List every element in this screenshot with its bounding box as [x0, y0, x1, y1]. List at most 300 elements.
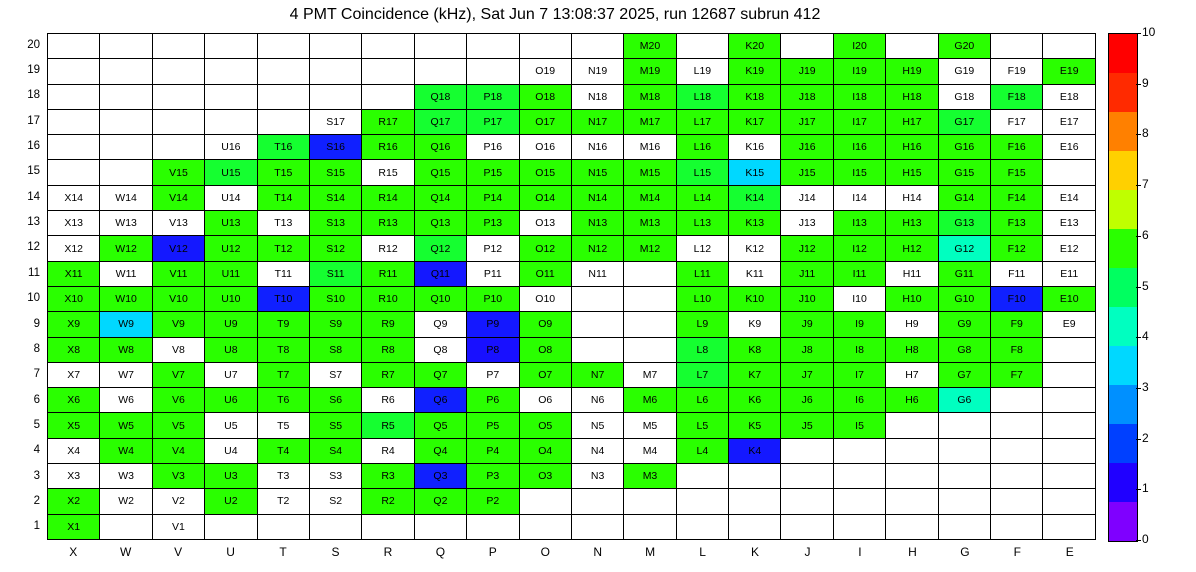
- heatmap-cell-empty: [781, 514, 833, 539]
- y-axis-tick-label: 12: [27, 241, 40, 254]
- heatmap-cell: M14: [624, 185, 676, 210]
- heatmap-cell-empty: [309, 59, 361, 84]
- x-axis-tick-label: H: [908, 545, 917, 559]
- heatmap-row: [48, 211, 1096, 236]
- heatmap-cell-empty: [833, 438, 885, 463]
- heatmap-cell-empty: [729, 464, 781, 489]
- heatmap-cell: T14: [257, 185, 309, 210]
- heatmap-cell: S3: [309, 464, 361, 489]
- y-axis-tick-label: 10: [27, 292, 40, 305]
- heatmap-cell: R4: [362, 438, 414, 463]
- heatmap-cell: R5: [362, 413, 414, 438]
- heatmap-cell: H14: [886, 185, 938, 210]
- heatmap-cell: F11: [991, 261, 1043, 286]
- heatmap-cell: V7: [152, 362, 204, 387]
- heatmap-cell: W4: [100, 438, 152, 463]
- heatmap-cell: X1: [48, 514, 100, 539]
- heatmap-cell: X3: [48, 464, 100, 489]
- heatmap-cell-empty: [48, 109, 100, 134]
- heatmap-cell: I13: [833, 211, 885, 236]
- heatmap-cell: K15: [729, 160, 781, 185]
- heatmap-cell: Q15: [414, 160, 466, 185]
- heatmap-row: [48, 438, 1096, 463]
- heatmap-cell-empty: [48, 160, 100, 185]
- heatmap-cell: T13: [257, 211, 309, 236]
- heatmap-cell: V8: [152, 337, 204, 362]
- heatmap-cell: P9: [467, 312, 519, 337]
- heatmap-cell: L16: [676, 135, 728, 160]
- heatmap-cell: K17: [729, 109, 781, 134]
- heatmap-cell-empty: [205, 514, 257, 539]
- heatmap-cell-empty: [205, 109, 257, 134]
- heatmap-cell: L4: [676, 438, 728, 463]
- heatmap-cell: G10: [938, 286, 990, 311]
- colorbar-tick-label: 0: [1142, 532, 1149, 546]
- heatmap-cell: L7: [676, 362, 728, 387]
- heatmap-cell: K9: [729, 312, 781, 337]
- heatmap-cell-empty: [781, 34, 833, 59]
- heatmap-cell: F10: [991, 286, 1043, 311]
- heatmap-cell: L8: [676, 337, 728, 362]
- x-axis-tick-label: N: [593, 545, 603, 559]
- heatmap-cell: S16: [309, 135, 361, 160]
- x-axis-tick-label: R: [383, 545, 393, 559]
- heatmap-cell: K12: [729, 236, 781, 261]
- colorbar-band: [1109, 385, 1137, 424]
- heatmap-cell-empty: [571, 489, 623, 514]
- heatmap-cell: F7: [991, 362, 1043, 387]
- colorbar-tick-mark: [1136, 236, 1141, 237]
- heatmap-cell: H18: [886, 84, 938, 109]
- y-axis-tick-label: 19: [27, 64, 40, 77]
- heatmap-cell: R14: [362, 185, 414, 210]
- heatmap-cell: I17: [833, 109, 885, 134]
- heatmap-row: [48, 185, 1096, 210]
- heatmap-cell-empty: [362, 34, 414, 59]
- heatmap-cell: U14: [205, 185, 257, 210]
- colorbar-tick-label: 5: [1142, 278, 1149, 293]
- colorbar-tick-mark: [1136, 489, 1141, 490]
- heatmap-cell: T8: [257, 337, 309, 362]
- heatmap-cell-empty: [991, 438, 1043, 463]
- heatmap-cell: T6: [257, 388, 309, 413]
- heatmap-cell-empty: [152, 135, 204, 160]
- heatmap-cell-empty: [48, 84, 100, 109]
- heatmap-cell: S12: [309, 236, 361, 261]
- heatmap-cell: W14: [100, 185, 152, 210]
- heatmap-cell: T7: [257, 362, 309, 387]
- heatmap-cell-empty: [676, 514, 728, 539]
- colorbar-tick-label: 8: [1142, 126, 1149, 141]
- heatmap-cell: V1: [152, 514, 204, 539]
- x-axis-tick-label: K: [751, 545, 760, 559]
- colorbar-tick-label: 3: [1142, 379, 1149, 394]
- heatmap-table: [47, 33, 1096, 540]
- heatmap-cell: F13: [991, 211, 1043, 236]
- heatmap-cell-empty: [152, 34, 204, 59]
- heatmap-cell: R17: [362, 109, 414, 134]
- heatmap-cell: O19: [519, 59, 571, 84]
- y-axis-tick-label: 14: [27, 190, 40, 203]
- heatmap-cell-empty: [571, 34, 623, 59]
- heatmap-cell: L18: [676, 84, 728, 109]
- heatmap-cell: X13: [48, 211, 100, 236]
- heatmap-cell: U16: [205, 135, 257, 160]
- heatmap-cell: Q14: [414, 185, 466, 210]
- heatmap-cell-empty: [1043, 438, 1096, 463]
- heatmap-cell: H10: [886, 286, 938, 311]
- heatmap-cell-empty: [781, 464, 833, 489]
- colorbar-tick-label: 9: [1142, 75, 1149, 90]
- heatmap-cell: S10: [309, 286, 361, 311]
- heatmap-cell-empty: [519, 34, 571, 59]
- heatmap-cell: T4: [257, 438, 309, 463]
- heatmap-cell-empty: [467, 514, 519, 539]
- heatmap-cell: U3: [205, 464, 257, 489]
- heatmap-cell: T5: [257, 413, 309, 438]
- heatmap-cell: P12: [467, 236, 519, 261]
- heatmap-cell: N3: [571, 464, 623, 489]
- heatmap-cell-empty: [571, 286, 623, 311]
- heatmap-cell-empty: [624, 286, 676, 311]
- heatmap-cell: P11: [467, 261, 519, 286]
- heatmap-cell: O14: [519, 185, 571, 210]
- x-axis-tick-label: V: [174, 545, 183, 559]
- y-axis-tick-label: 7: [33, 368, 40, 381]
- heatmap-cell-empty: [467, 34, 519, 59]
- heatmap-cell-empty: [1043, 34, 1096, 59]
- heatmap-cell: J8: [781, 337, 833, 362]
- heatmap-cell: H8: [886, 337, 938, 362]
- heatmap-cell: M12: [624, 236, 676, 261]
- heatmap-cell-empty: [519, 489, 571, 514]
- colorbar-tick-mark: [1136, 337, 1141, 338]
- y-axis-tick-label: 8: [33, 342, 40, 355]
- heatmap-cell: U5: [205, 413, 257, 438]
- heatmap-cell: R11: [362, 261, 414, 286]
- heatmap-cell: K16: [729, 135, 781, 160]
- heatmap-cell: G18: [938, 84, 990, 109]
- y-axis-tick-label: 5: [33, 418, 40, 431]
- heatmap-cell-empty: [362, 514, 414, 539]
- heatmap-cell: Q7: [414, 362, 466, 387]
- x-axis-tick-label: X: [69, 545, 78, 559]
- colorbar-tick-label: 10: [1142, 25, 1156, 39]
- x-axis-tick-label: L: [699, 545, 706, 559]
- heatmap-cell: V9: [152, 312, 204, 337]
- heatmap-cell: O4: [519, 438, 571, 463]
- heatmap-cell-empty: [833, 514, 885, 539]
- heatmap-cell: O17: [519, 109, 571, 134]
- heatmap-cell: I9: [833, 312, 885, 337]
- heatmap-cell-empty: [624, 489, 676, 514]
- heatmap-cell-empty: [1043, 464, 1096, 489]
- heatmap-cell: K14: [729, 185, 781, 210]
- heatmap-cell: E14: [1043, 185, 1096, 210]
- heatmap-cell: W5: [100, 413, 152, 438]
- heatmap-row: [48, 413, 1096, 438]
- heatmap-cell: R8: [362, 337, 414, 362]
- colorbar-band: [1109, 229, 1137, 268]
- heatmap-cell: F17: [991, 109, 1043, 134]
- colorbar-band: [1109, 73, 1137, 112]
- heatmap-cell: K7: [729, 362, 781, 387]
- heatmap-cell: N17: [571, 109, 623, 134]
- heatmap-row: [48, 34, 1096, 59]
- heatmap-cell: Q11: [414, 261, 466, 286]
- heatmap-cell: I6: [833, 388, 885, 413]
- heatmap-cell: V11: [152, 261, 204, 286]
- heatmap-row: [48, 312, 1096, 337]
- heatmap-cell: O5: [519, 413, 571, 438]
- heatmap-cell: W8: [100, 337, 152, 362]
- heatmap-cell: S4: [309, 438, 361, 463]
- heatmap-cell: L19: [676, 59, 728, 84]
- heatmap-row: [48, 109, 1096, 134]
- heatmap-cell: S9: [309, 312, 361, 337]
- colorbar-tick-mark: [1136, 84, 1141, 85]
- colorbar-band: [1109, 190, 1137, 229]
- heatmap-cell: H7: [886, 362, 938, 387]
- heatmap-cell-empty: [1043, 362, 1096, 387]
- colorbar-tick-mark: [1136, 33, 1141, 34]
- x-axis-tick-label: M: [645, 545, 656, 559]
- heatmap-cell: J18: [781, 84, 833, 109]
- colorbar-tick-mark: [1136, 439, 1141, 440]
- heatmap-cell: O11: [519, 261, 571, 286]
- heatmap-row: [48, 84, 1096, 109]
- colorbar-band: [1109, 307, 1137, 346]
- heatmap-cell-empty: [309, 34, 361, 59]
- colorbar-band: [1109, 151, 1137, 190]
- heatmap-cell: H15: [886, 160, 938, 185]
- heatmap-cell: I11: [833, 261, 885, 286]
- colorbar-band: [1109, 502, 1137, 541]
- heatmap-cell: M17: [624, 109, 676, 134]
- colorbar-tick-mark: [1136, 388, 1141, 389]
- chart-title: 4 PMT Coincidence (kHz), Sat Jun 7 13:08:37 2025, run 12687 subrun 412: [289, 6, 821, 23]
- heatmap-cell: O13: [519, 211, 571, 236]
- colorbar-band: [1109, 112, 1137, 151]
- heatmap-cell: P8: [467, 337, 519, 362]
- y-axis-tick-label: 1: [33, 520, 40, 533]
- heatmap-cell: E12: [1043, 236, 1096, 261]
- heatmap-cell-empty: [1043, 489, 1096, 514]
- heatmap-cell: F9: [991, 312, 1043, 337]
- heatmap-cell: Q17: [414, 109, 466, 134]
- heatmap-cell: J10: [781, 286, 833, 311]
- heatmap-cell: M5: [624, 413, 676, 438]
- heatmap-cell: R6: [362, 388, 414, 413]
- heatmap-cell: T9: [257, 312, 309, 337]
- heatmap-cell: Q6: [414, 388, 466, 413]
- heatmap-cell-empty: [257, 34, 309, 59]
- heatmap-cell: K6: [729, 388, 781, 413]
- heatmap-cell-empty: [48, 59, 100, 84]
- y-axis-tick-label: 18: [27, 89, 40, 102]
- colorbar-tick-label: 2: [1142, 430, 1149, 445]
- heatmap-cell: V5: [152, 413, 204, 438]
- heatmap-row: [48, 286, 1096, 311]
- heatmap-cell-empty: [100, 59, 152, 84]
- heatmap-cell: J12: [781, 236, 833, 261]
- heatmap-cell: V4: [152, 438, 204, 463]
- heatmap-cell: F8: [991, 337, 1043, 362]
- colorbar-tick-mark: [1136, 540, 1141, 541]
- heatmap-row: [48, 337, 1096, 362]
- heatmap-cell: M3: [624, 464, 676, 489]
- heatmap-cell: G19: [938, 59, 990, 84]
- heatmap-cell: P7: [467, 362, 519, 387]
- heatmap-cell: S13: [309, 211, 361, 236]
- heatmap-cell: R16: [362, 135, 414, 160]
- heatmap-cell: P3: [467, 464, 519, 489]
- heatmap-cell-empty: [100, 109, 152, 134]
- heatmap-cell-empty: [414, 59, 466, 84]
- heatmap-cell: G12: [938, 236, 990, 261]
- heatmap-cell: X14: [48, 185, 100, 210]
- heatmap-cell: N11: [571, 261, 623, 286]
- heatmap-cell: S5: [309, 413, 361, 438]
- heatmap-cell: N18: [571, 84, 623, 109]
- heatmap-cell-empty: [991, 514, 1043, 539]
- heatmap-cell: K19: [729, 59, 781, 84]
- heatmap-cell-empty: [257, 59, 309, 84]
- heatmap-cell: N5: [571, 413, 623, 438]
- colorbar-tick-label: 1: [1142, 481, 1149, 496]
- x-axis-tick-label: W: [120, 545, 132, 559]
- heatmap-cell: M6: [624, 388, 676, 413]
- heatmap-cell: I7: [833, 362, 885, 387]
- heatmap-cell: V10: [152, 286, 204, 311]
- heatmap-cell: H6: [886, 388, 938, 413]
- heatmap-cell-empty: [257, 514, 309, 539]
- heatmap-cell-empty: [1043, 337, 1096, 362]
- x-axis-tick-label: J: [804, 545, 811, 559]
- colorbar-tick-mark: [1136, 185, 1141, 186]
- heatmap-cell: U8: [205, 337, 257, 362]
- heatmap-cell: G16: [938, 135, 990, 160]
- heatmap-cell: J5: [781, 413, 833, 438]
- heatmap-cell: J14: [781, 185, 833, 210]
- colorbar-band: [1109, 346, 1137, 385]
- heatmap-cell: F12: [991, 236, 1043, 261]
- heatmap-cell: E11: [1043, 261, 1096, 286]
- heatmap-cell: N16: [571, 135, 623, 160]
- heatmap-row: [48, 160, 1096, 185]
- heatmap-cell: H13: [886, 211, 938, 236]
- heatmap-cell: K10: [729, 286, 781, 311]
- heatmap-cell-empty: [362, 84, 414, 109]
- heatmap-cell: X12: [48, 236, 100, 261]
- heatmap-cell: V12: [152, 236, 204, 261]
- heatmap-cell: P13: [467, 211, 519, 236]
- heatmap-cell-empty: [991, 388, 1043, 413]
- heatmap-cell: N6: [571, 388, 623, 413]
- y-axis-tick-label: 13: [27, 216, 40, 229]
- heatmap-cell: V15: [152, 160, 204, 185]
- heatmap-cell: O18: [519, 84, 571, 109]
- heatmap-row: [48, 261, 1096, 286]
- heatmap-cell: N14: [571, 185, 623, 210]
- heatmap-cell: I18: [833, 84, 885, 109]
- x-axis-tick-label: U: [226, 545, 235, 559]
- heatmap-cell: R10: [362, 286, 414, 311]
- heatmap-cell-empty: [152, 109, 204, 134]
- heatmap-cell: I8: [833, 337, 885, 362]
- heatmap-cell: T11: [257, 261, 309, 286]
- heatmap-cell-empty: [571, 337, 623, 362]
- heatmap-cell: H16: [886, 135, 938, 160]
- heatmap-cell-empty: [833, 464, 885, 489]
- heatmap-cell: I20: [833, 34, 885, 59]
- heatmap-cell: L5: [676, 413, 728, 438]
- heatmap-cell: M19: [624, 59, 676, 84]
- heatmap-cell: U2: [205, 489, 257, 514]
- heatmap-cell-empty: [886, 489, 938, 514]
- heatmap-cell-empty: [938, 438, 990, 463]
- colorbar-band: [1109, 424, 1137, 463]
- heatmap-row: [48, 388, 1096, 413]
- heatmap-cell: I10: [833, 286, 885, 311]
- heatmap-cell: L14: [676, 185, 728, 210]
- heatmap-cell: S11: [309, 261, 361, 286]
- heatmap-cell: P14: [467, 185, 519, 210]
- heatmap-cell: L12: [676, 236, 728, 261]
- heatmap-cell: Q16: [414, 135, 466, 160]
- heatmap-cell: E10: [1043, 286, 1096, 311]
- heatmap-cell: I12: [833, 236, 885, 261]
- heatmap-cell-empty: [100, 135, 152, 160]
- heatmap-row: [48, 464, 1096, 489]
- heatmap-cell-empty: [886, 34, 938, 59]
- heatmap-cell: X6: [48, 388, 100, 413]
- heatmap-cell: Q18: [414, 84, 466, 109]
- heatmap-cell: M16: [624, 135, 676, 160]
- heatmap-cell-empty: [886, 413, 938, 438]
- heatmap-cell: U13: [205, 211, 257, 236]
- heatmap-cell: P6: [467, 388, 519, 413]
- heatmap-cell-empty: [48, 34, 100, 59]
- heatmap-cell: L13: [676, 211, 728, 236]
- heatmap-cell: I5: [833, 413, 885, 438]
- heatmap-cell: F16: [991, 135, 1043, 160]
- heatmap-cell: E9: [1043, 312, 1096, 337]
- heatmap-cell-empty: [991, 489, 1043, 514]
- heatmap-cell: P5: [467, 413, 519, 438]
- heatmap-cell: L11: [676, 261, 728, 286]
- heatmap-cell: J6: [781, 388, 833, 413]
- heatmap-cell: F15: [991, 160, 1043, 185]
- heatmap-cell: W2: [100, 489, 152, 514]
- heatmap-cell: L6: [676, 388, 728, 413]
- heatmap-cell: L9: [676, 312, 728, 337]
- y-axis-tick-label: 9: [33, 317, 40, 330]
- heatmap-cell: J7: [781, 362, 833, 387]
- heatmap-cell: W10: [100, 286, 152, 311]
- heatmap-cell: O6: [519, 388, 571, 413]
- heatmap-cell: S15: [309, 160, 361, 185]
- heatmap-cell-empty: [781, 489, 833, 514]
- heatmap-cell: J19: [781, 59, 833, 84]
- heatmap-cell: Q8: [414, 337, 466, 362]
- x-axis-tick-label: S: [331, 545, 340, 559]
- heatmap-cell: P16: [467, 135, 519, 160]
- heatmap-cell: O10: [519, 286, 571, 311]
- heatmap-cell-empty: [833, 489, 885, 514]
- heatmap-cell: E18: [1043, 84, 1096, 109]
- heatmap-cell-empty: [571, 312, 623, 337]
